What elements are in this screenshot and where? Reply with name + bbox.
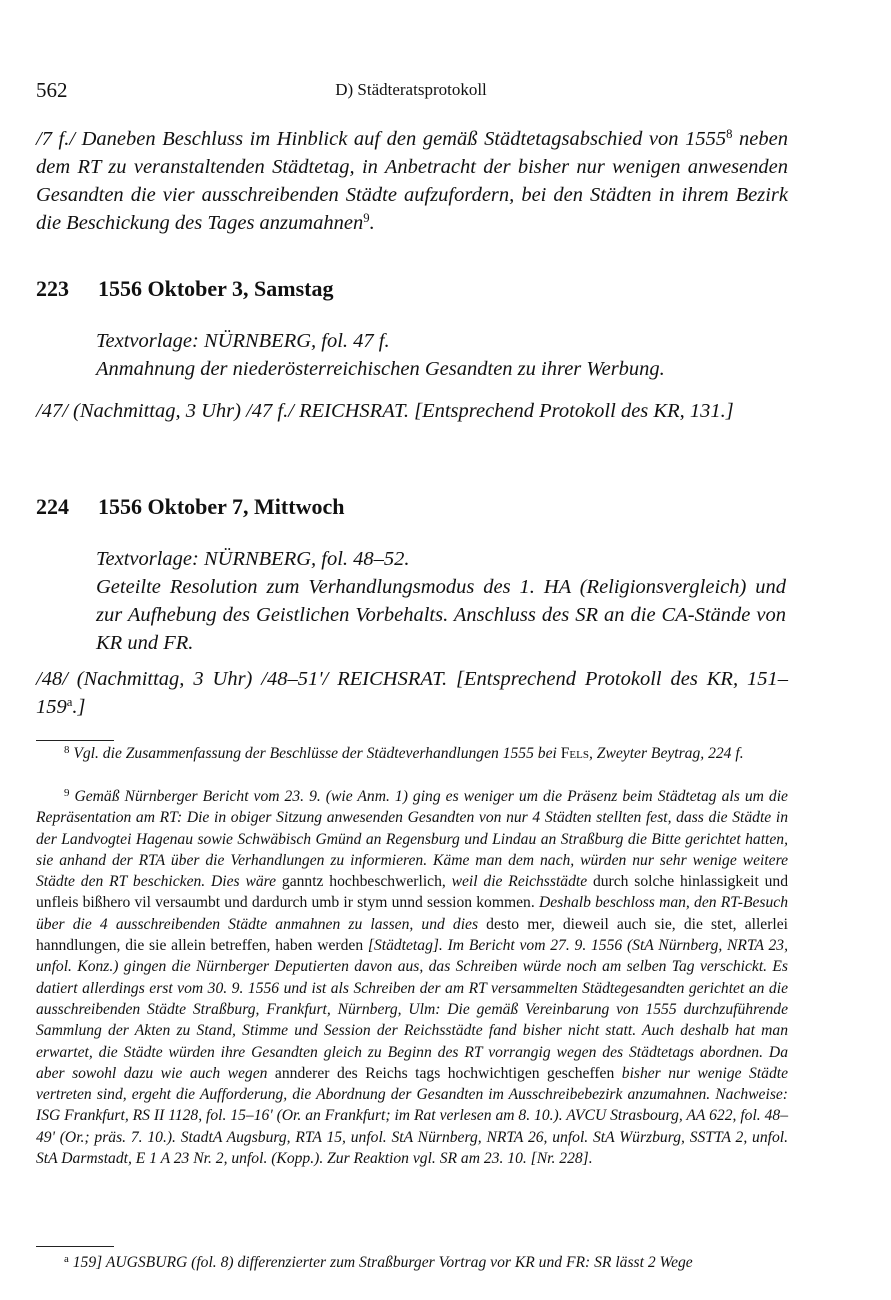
apparatus-note-a-mark: a [64, 1253, 69, 1266]
footnote-ref-9[interactable]: 9 [363, 211, 370, 226]
footnote-divider [36, 740, 114, 741]
entry-223-source: Textvorlage: NÜRNBERG, fol. 47 f. [96, 330, 390, 352]
footnote-ref-8[interactable]: 8 [726, 127, 733, 142]
footnote-9-part-5: bisher nur wenige Städte vertreten sind, ergeht die Aufforderung, die Abordnung der Gesandten im Ausschreibebezirk anzumahnen. Nachweise: ISG Frankfurt, RS II 1128, fol. 15–16' (Or. an Frankfurt; im Rat verlesen am 8. 10.). AVCU Strasbourg, AA 622, fol. 48–49' (Or.; präs. 7. 10.). StadtA Augsburg, RTA 15, unfol. StA Nürnberg, NRTA 26, unfol. StA Würzburg, SSTTA 2, unfol. StA Darmstadt, E 1 A 23 Nr. 2, unfol. (Kopp.). Zur Reaktion vgl. SR am 23. 10. [Nr. 228]. [36, 1064, 789, 1168]
entry-224-summary: Geteilte Resolution zum Verhandlungsmodus des 1. HA (Religionsvergleich) und zur Aufhebung des Geistlichen Vorbehalts. Anschluss des SR an die CA-Stände von KR und FR. [96, 576, 786, 654]
opening-text-2: neben dem RT zu veranstaltenden Städtetag, in Anbetracht der bisher nur wenigen anwesenden Gesandten die vier ausschreibenden Städte aufzufordern, bei den Städten in ihrem Bezirk die Beschickung des Tages anzumahnen [36, 128, 788, 234]
entry-223-number: 223 [36, 276, 69, 301]
entry-224-heading [36, 494, 344, 520]
footnote-8-pre: Vgl. die Zusammenfassung der Beschlüsse der Städteverhandlungen 1555 bei [73, 745, 561, 762]
running-head: D) Städteratsprotokoll [335, 80, 487, 99]
opening-text-3: . [369, 212, 375, 234]
footnote-8 [36, 743, 788, 764]
footnote-9-quote-2: durch solche hinlassigkeit und unfleis bißhero vil versaumbt und dardurch umb ir stym unnd session kommen. [36, 873, 789, 912]
entry-223-heading [36, 276, 334, 302]
apparatus-ref-a[interactable]: a [66, 695, 73, 710]
footnote-9-quote-3: desto mer, dieweil auch sie, die stet, allerlei hanndlungen, die sie allein betreffen, haben werden [36, 915, 788, 955]
page-header [36, 78, 786, 104]
entry-223-summary: Anmahnung der niederösterreichischen Gesandten zu ihrer Werbung. [96, 358, 665, 380]
footnote-9-mark: 9 [64, 787, 70, 800]
footnote-8-mark: 8 [64, 744, 70, 757]
entry-224-date: 1556 Oktober 7, Mittwoch [98, 494, 345, 519]
entry-224-protocol-text: /48/ (Nachmittag, 3 Uhr) /48–51'/ REICHSRAT. [Entsprechend Protokoll des KR, 151–159 [36, 668, 788, 718]
entry-224-number: 224 [36, 494, 69, 519]
footnote-9-quote-4: annderer des Reichs tags hochwichtigen gescheffen [267, 1064, 622, 1082]
footnote-8-author: Fels [560, 745, 589, 762]
footnote-9-part-1: Gemäß Nürnberger Bericht vom 23. 9. (wie Anm. 1) ging es weniger um die Präsenz beim Städtetag als um die Repräsentation am RT: Die in obiger Sitzung anwesenden Gesandten von nur 4 Städten stellten fest, dass die Städte in der Landvogtei Hagenau sowie Schwäbisch Gmünd an Regensburg und Lindau an Straßburg die Bitte gerichtet hatten, sie anhand der RTA über die Verhandlungen zu informieren. Käme man dem nach, würden nur sehr wenige weitere Städte den RT beschicken. Dies wäre [36, 788, 788, 891]
page-number: 562 [36, 78, 68, 102]
opening-paragraph [36, 125, 788, 237]
entry-224-protocol-end: .] [72, 696, 86, 718]
entry-224-protocol [36, 665, 788, 721]
footnote-9-part-4: [Städtetag]. Im Bericht vom 27. 9. 1556 (StA Nürnberg, NRTA 23, unfol. Konz.) gingen die Nürnberger Deputierten davon aus, das Schreiben würde noch am selben Tag verschickt. Es datiert allerdings erst vom 30. 9. 1556 und ist als Schreiben der am RT versammelten Städtegesandten gerichtet an die ausschreibenden Städte Straßburg, Frankfurt, Nürnberg, Ulm: Die gemäß Vereinbarung von 1555 durchzuführende Sammlung der Akten zu Stand, Stimme und Session der Reichsstädte fand bisher nicht statt. Auch deshalb hat man erwartet, die Städte würden ihre Gesandten gleich zu Beginn des RT vorrangig wegen des Städtetags abordnen. Da aber sowohl dazu wie auch wegen [36, 937, 788, 1082]
opening-text: /7 f./ Daneben Beschluss im Hinblick auf den gemäß Städtetagsabschied von 1555 [36, 128, 727, 150]
footnote-9 [36, 786, 788, 1169]
footnote-8-post: , Zweyter Beytrag, 224 f. [588, 745, 744, 762]
apparatus-note-a-text: 159] AUGSBURG (fol. 8) differenzierter zum Straßburger Vortrag vor KR und FR: SR lässt 2 Wege [72, 1254, 693, 1271]
entry-224-source: Textvorlage: NÜRNBERG, fol. 48–52. [96, 548, 410, 570]
footnote-9-part-2: weil die Reichsstädte [451, 873, 588, 891]
entry-223-protocol: /47/ (Nachmittag, 3 Uhr) /47 f./ REICHSRAT. [Entsprechend Protokoll des KR, 131.] [36, 400, 734, 422]
apparatus-note-a [36, 1252, 788, 1273]
apparatus-divider [36, 1246, 114, 1247]
footnote-9-quote-1: ganntz hochbeschwerlich, [276, 873, 452, 891]
entry-223-date: 1556 Oktober 3, Samstag [98, 276, 334, 301]
footnote-9-part-3: Deshalb beschloss man, den RT-Besuch über die 4 ausschreibenden Städte anmahnen zu lassen, und dies [36, 894, 788, 933]
